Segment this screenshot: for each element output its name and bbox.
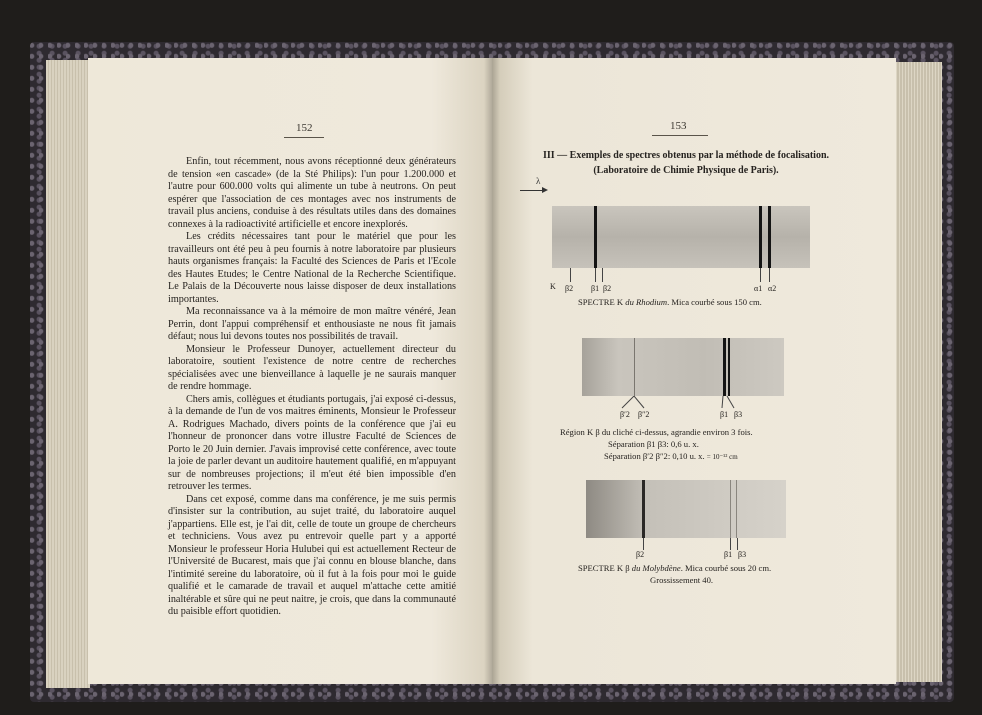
paragraph: Dans cet exposé, comme dans ma conférence, je me suis permis d'insister sur la contribution, au sujet traité, du laboratoire auquel j'appartiens. Elle est, je l'ai dit, celle de toute un groupe de chercheurs et techniciens. Vous avez pu entrevoir quelle part y a apporté Monsieur le professeur Horia Hulubei qui est actuellement Recteur de l'Université de Bucarest, mais que j'ai connu en blouse blanche, dans l'intimité sereine du laboratoire, où il fut à la fois pour moi le guide qualifié et le camarade de travail et auquel m'attache cette amitié inaltérable et sûre qui ne peut naitre, je crois, que dans la communauté du paisible effort quotidien. <box>168 493 456 617</box>
spectral-line <box>594 206 597 268</box>
paragraph: Enfin, tout récemment, nous avons réceptionné deux générateurs de tension «en cascade» (de la Sté Philips): l'un pour 1.200.000 et l'autre pour 600.000 volts qui alimente un tube à neutrons. On peut espérer que l'association de ces montages avec nos instruments de travail plus anciens, conduise à des résultats utiles dans des domaines connexes à la radioactivité artificielle et encore inexplorés. <box>168 156 456 230</box>
paragraph: Chers amis, collègues et étudiants portugais, j'ai exposé ci-dessus, à la demande de l'un de vos maitres éminents, Monsieur le Professeur A. Rodrigues Machado, divers points de la conférence que j'ai eu l'honneur de prononcer dans votre illustre Faculté de Sciences de Porto le 20 Juin dernier. J'avais improvisé cette conférence, avec toute la joie de parler devant un auditoire hautement qualifié, en m'appuyant sur de nombreuses projections; il m'eut été bien impossible d'en retrouver les termes. <box>168 393 456 492</box>
caption-enlarged-line2: Séparation β1 β3: 0,6 u. x. <box>608 439 699 449</box>
heading-line-2: (Laboratoire de Chimie Physique de Paris). <box>593 165 779 176</box>
line-label: β1 <box>720 410 729 419</box>
line-label: β1 <box>724 550 733 559</box>
direction-arrow-head <box>542 187 548 193</box>
spectral-line <box>759 206 762 268</box>
spectrum-image-enlarged <box>582 338 784 396</box>
caption-unit-note: = 10⁻¹² cm <box>706 453 738 461</box>
label-tick <box>595 268 596 282</box>
label-tick <box>643 538 644 550</box>
page-number-right: 153 <box>670 120 687 132</box>
caption-enlarged-line1: Région K β du cliché ci-dessus, agrandie environ 3 fois. <box>560 427 753 437</box>
section-heading <box>536 148 836 178</box>
caption-text: Séparation β′2 β″2: 0,10 u. x. <box>604 451 705 461</box>
body-text <box>168 156 456 619</box>
label-tick <box>737 538 738 550</box>
line-label: β3 <box>738 550 747 559</box>
right-page <box>492 58 896 684</box>
label-connector <box>714 396 744 410</box>
line-label: α1 <box>754 284 763 293</box>
line-label: β″2 <box>638 410 650 419</box>
page-number-rule-right <box>652 135 708 136</box>
caption-molybdenum <box>578 562 771 574</box>
caption-enlarged-line3 <box>604 450 738 463</box>
caption-rhodium <box>578 296 762 308</box>
caption-text: SPECTRE K <box>578 297 626 307</box>
caption-magnification: Grossissement 40. <box>650 575 714 585</box>
direction-arrow-line <box>520 190 544 191</box>
label-tick <box>730 538 731 550</box>
line-label: K <box>550 282 556 291</box>
label-connector <box>612 396 662 410</box>
label-tick <box>769 268 770 282</box>
label-tick <box>602 268 603 282</box>
line-label: β2 <box>636 550 645 559</box>
spectrum-image-rhodium <box>552 206 810 268</box>
spectral-line <box>723 338 726 396</box>
spectrum-image-molybdenum <box>586 480 786 538</box>
line-label: β3 <box>734 410 743 419</box>
label-tick <box>760 268 761 282</box>
page-edges-left <box>46 60 90 688</box>
spectral-line <box>768 206 771 268</box>
caption-text: . Mica courbé sous 150 cm. <box>667 297 762 307</box>
book-gutter <box>484 58 500 684</box>
spectral-line <box>634 338 635 396</box>
caption-text: SPECTRE K β <box>578 563 632 573</box>
spectral-line <box>642 480 645 538</box>
page-number-left: 152 <box>296 122 313 134</box>
paragraph: Monsieur le Professeur Dunoyer, actuellement directeur du laboratoire, soutient l'existence de notre centre de recherches spécialisées avec une bienveillance à laquelle je ne saurais manquer de rendre hommage. <box>168 343 456 392</box>
page-edges-right <box>894 62 942 682</box>
line-label: α2 <box>768 284 777 293</box>
line-label: β1 <box>591 284 600 293</box>
paragraph: Les crédits nécessaires tant pour le matériel que pour les travailleurs ont été peu à peu fournis à notre laboratoire par plusieurs hauts organismes français: la Faculté des Sciences de Paris et l'Ecole des Hautes Etudes; le Centre National de la Recherche Scientifique. Le Palais de la Découverte nous laisse disposer de deux installations importantes. <box>168 231 456 305</box>
line-label: β2 <box>603 284 612 293</box>
spectral-line <box>736 480 737 538</box>
caption-element: du Molybdène <box>631 563 681 573</box>
page-number-rule-left <box>284 137 324 138</box>
heading-line-1: III — Exemples de spectres obtenus par la méthode de focalisation. <box>542 150 830 161</box>
caption-text: . Mica courbé sous 20 cm. <box>680 563 772 573</box>
label-tick <box>570 268 571 282</box>
lambda-label: λ <box>536 176 541 186</box>
left-page <box>88 58 492 684</box>
paragraph: Ma reconnaissance va à la mémoire de mon maître vénéré, Jean Perrin, dont l'appui compréhensif et enthousiaste ne nous fit jamais défaut; nous lui devons toutes nos possibilités de travail. <box>168 306 456 342</box>
line-label: β′2 <box>620 410 630 419</box>
line-label: β2 <box>565 284 574 293</box>
spectral-line <box>728 338 730 396</box>
spectral-line <box>730 480 731 538</box>
caption-element: du Rhodium <box>625 297 668 307</box>
